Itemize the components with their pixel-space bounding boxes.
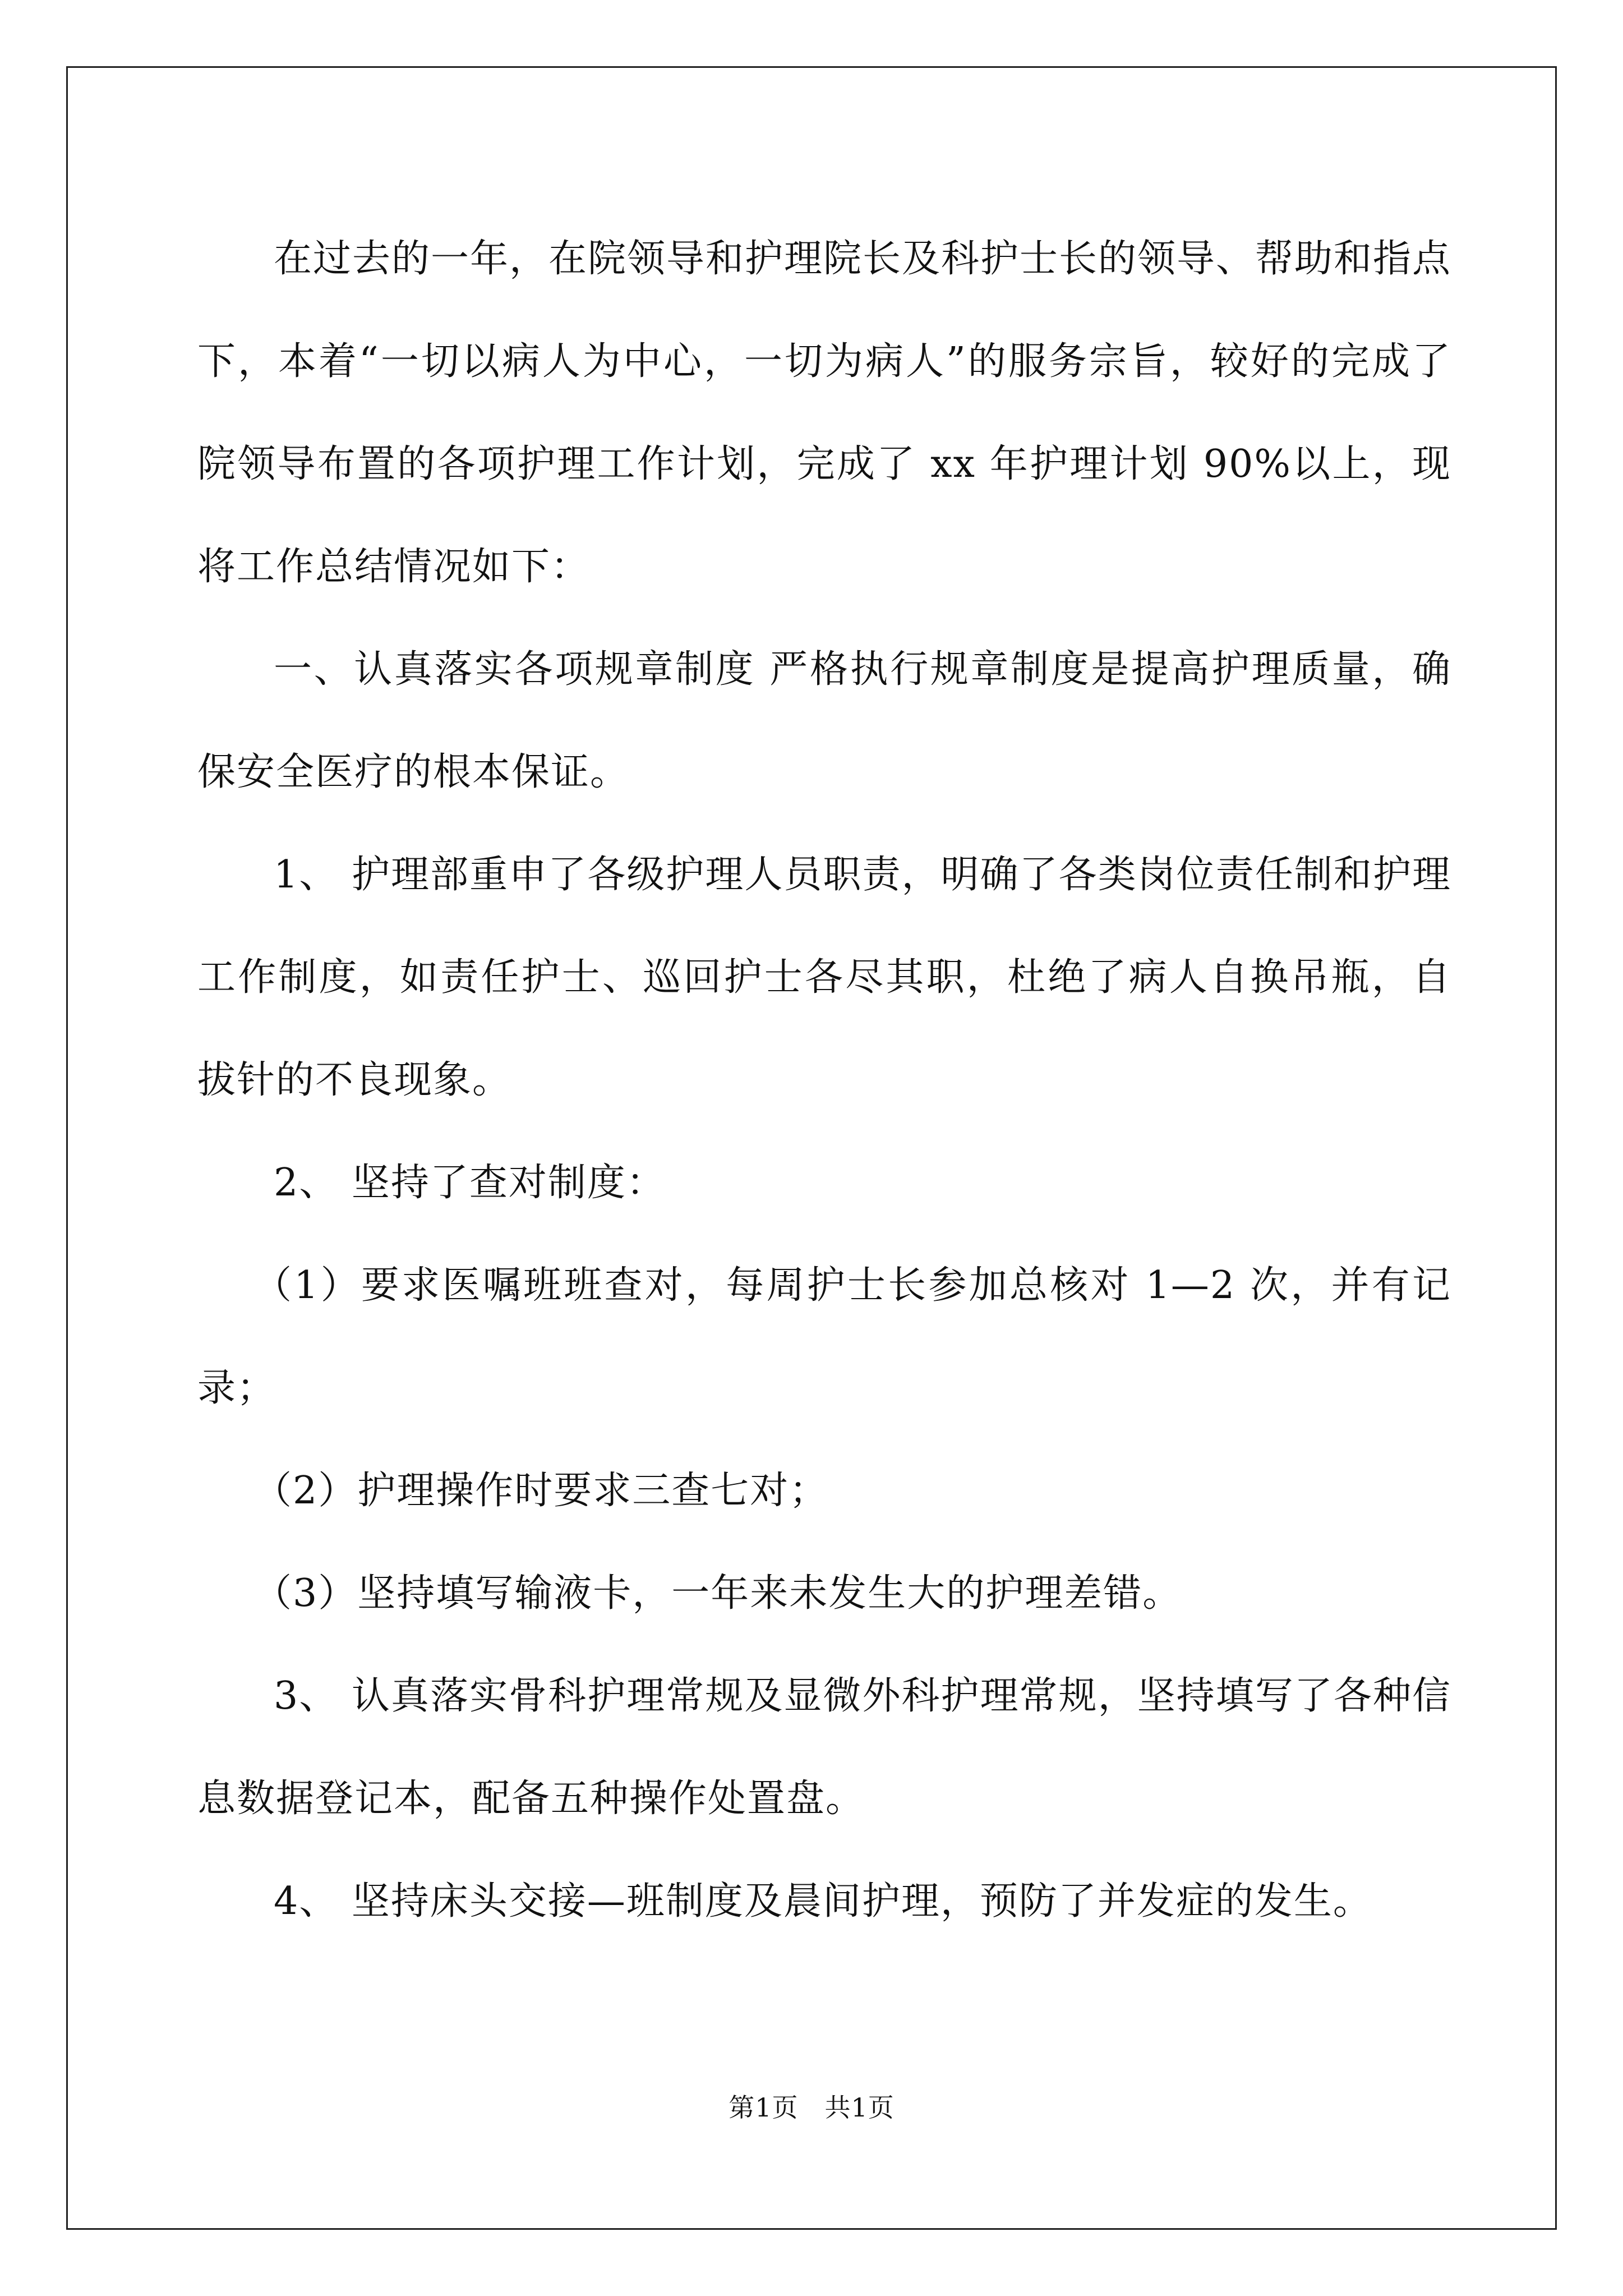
item-2-sub-2-paragraph: （2）护理操作时要求三查七对； (253, 1469, 829, 1513)
item-4-paragraph: 4、 坚持床头交接—班制度及晨间护理，预防了并发症的发生。 (274, 1879, 1372, 1924)
item-2-sub-3-paragraph: （3）坚持填写输液卡，一年来未发生大的护理差错。 (253, 1571, 1182, 1616)
document-body (197, 208, 1451, 1953)
item-1-paragraph: 1、 护理部重申了各级护理人员职责，明确了各类岗位责任制和护理工作制度，如责任护士、巡回护士各尽其职，杜绝了病人自换吊瓶，自拔针的不良现象。 (197, 853, 1451, 1102)
section-one-heading-paragraph: 一、认真落实各项规章制度 严格执行规章制度是提高护理质量，确保安全医疗的根本保证。 (197, 647, 1451, 794)
item-2-paragraph: 2、 坚持了查对制度： (274, 1161, 666, 1205)
item-2-sub-1-paragraph: （1）要求医嘱班班查对，每周护士长参加总核对 1—2 次，并有记录； (197, 1263, 1451, 1410)
page-number-footer: 第1页 共1页 (728, 2092, 895, 2123)
intro-paragraph: 在过去的一年，在院领导和护理院长及科护士长的领导、帮助和指点下，本着“一切以病人为中心，一切为病人”的服务宗旨，较好的完成了院领导布置的各项护理工作计划，完成了 xx 年护理计划 90%以上，现将工作总结情况如下： (197, 237, 1452, 589)
item-3-paragraph: 3、 认真落实骨科护理常规及显微外科护理常规，坚持填写了各种信息数据登记本，配备五种操作处置盘。 (197, 1674, 1451, 1821)
